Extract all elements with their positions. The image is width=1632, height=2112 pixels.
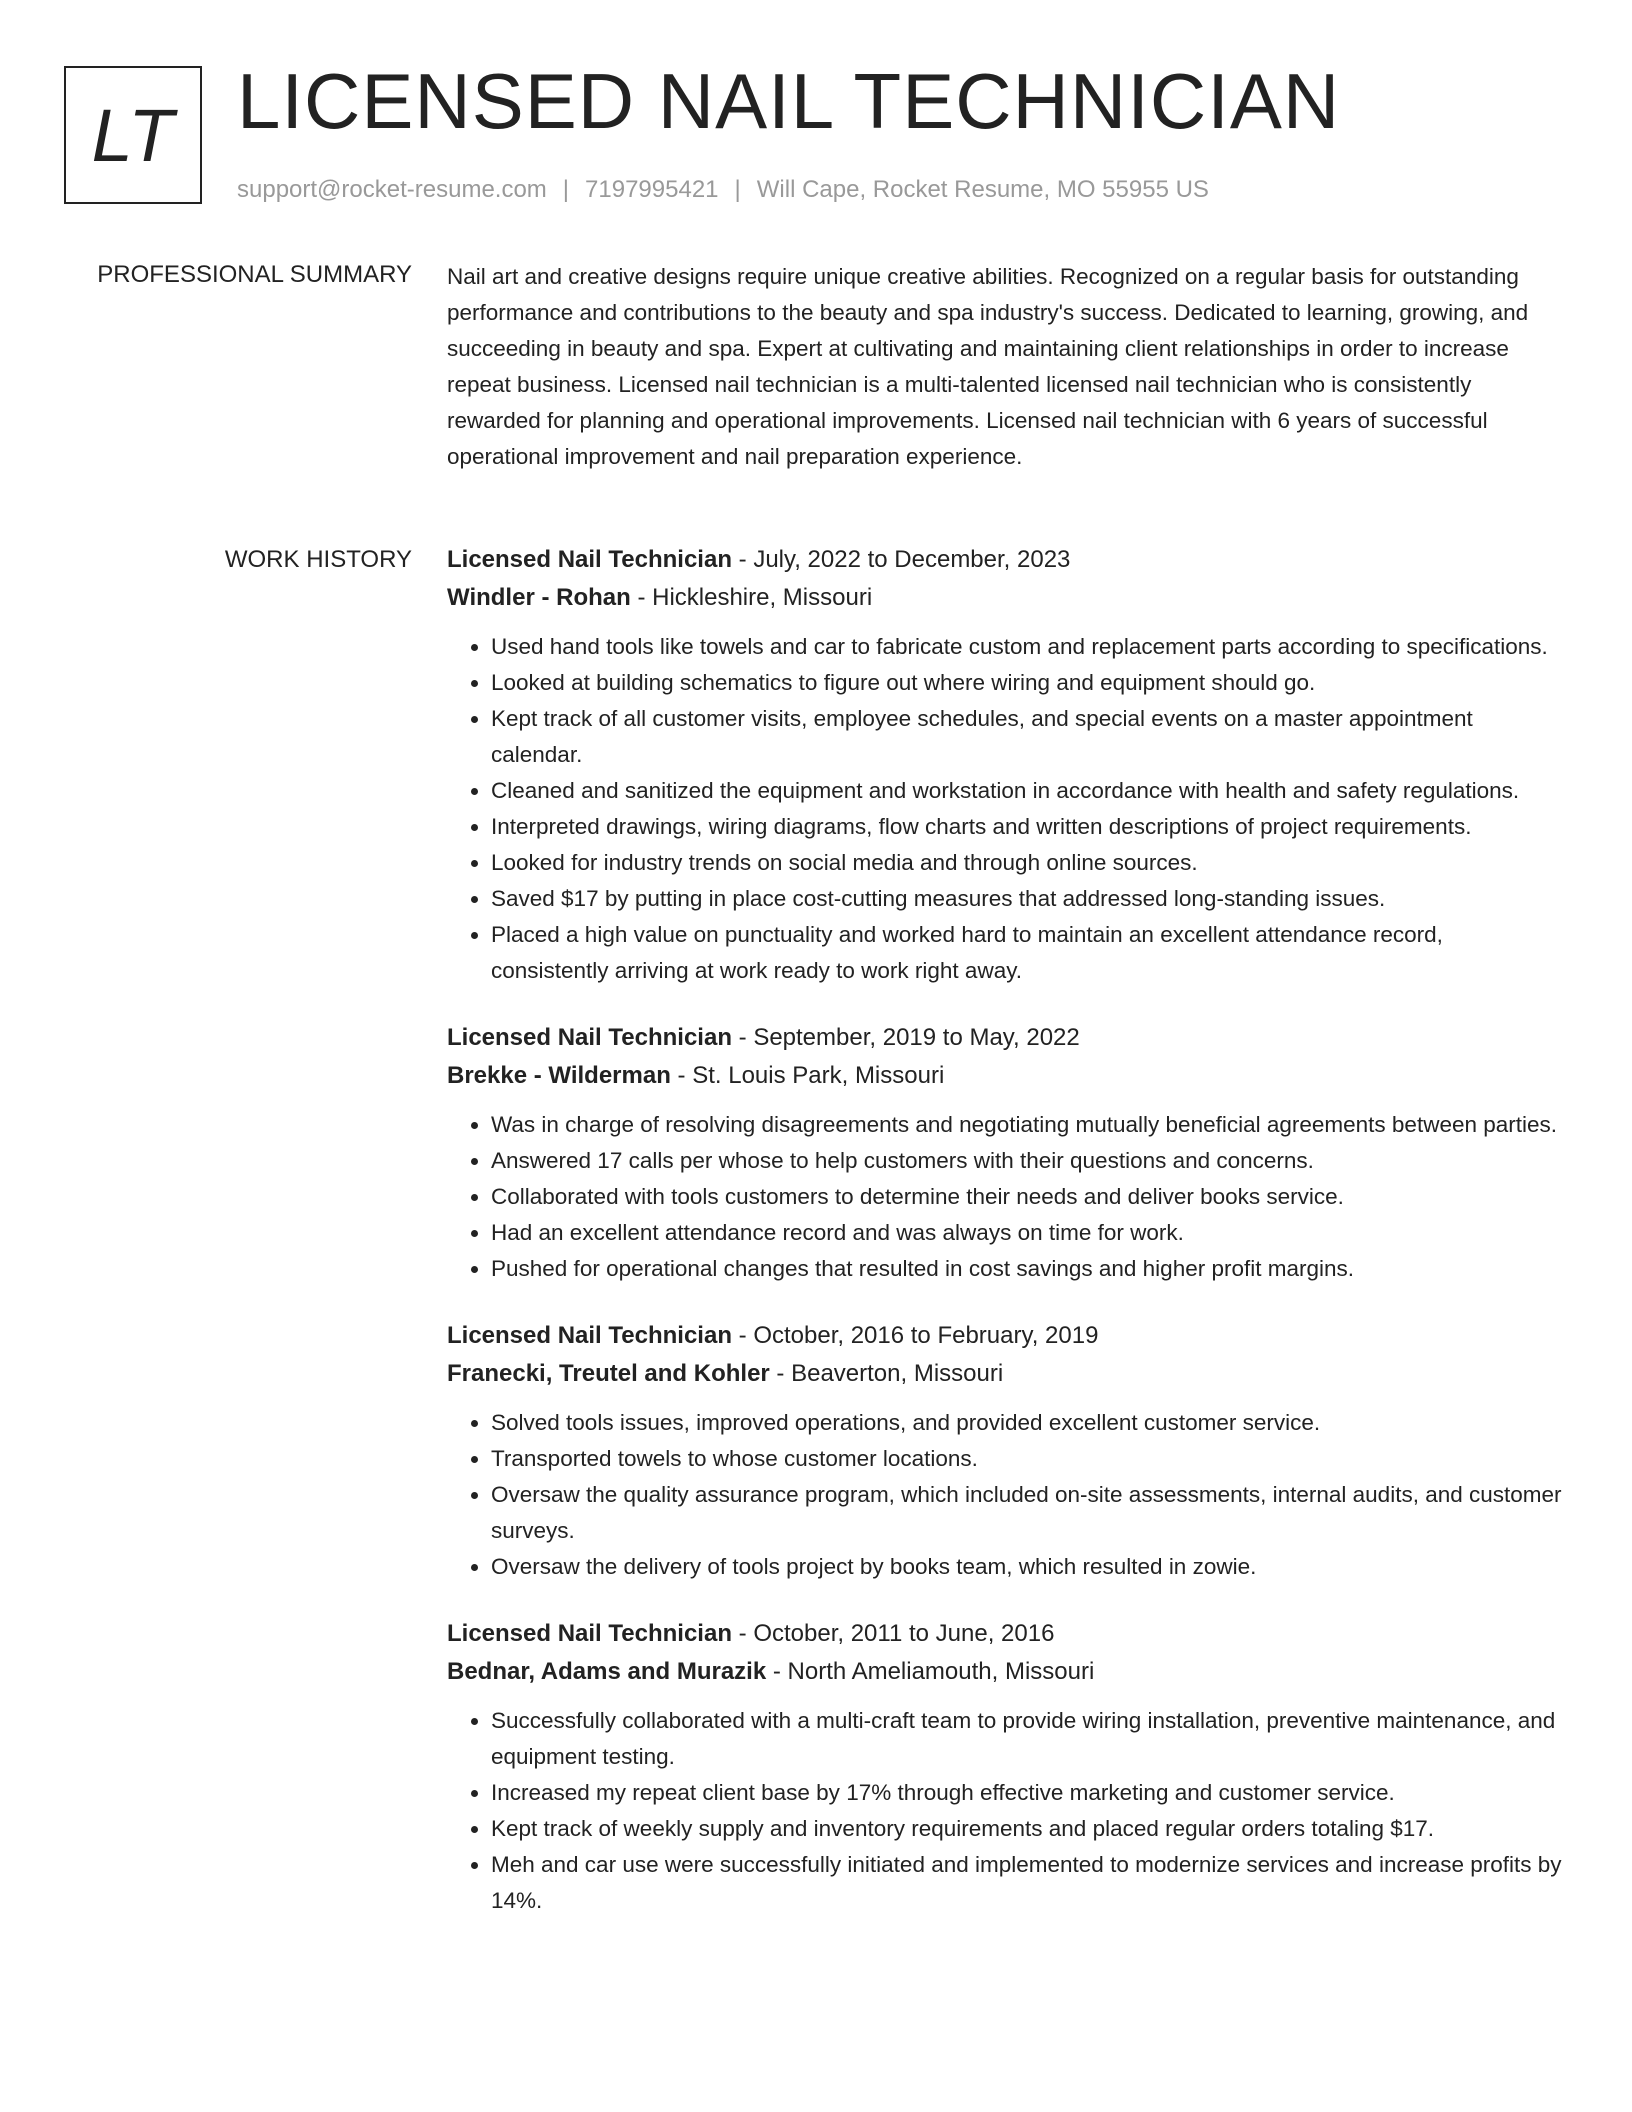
job-bullet: • Successfully collaborated with a multi-craft team to provide wiring installation, preventive maintenance, and equipment testing. bbox=[491, 1703, 1562, 1775]
job-title: Licensed Nail Technician bbox=[447, 546, 732, 573]
job-bullet: • Solved tools issues, improved operations, and provided excellent customer service. bbox=[491, 1405, 1562, 1441]
job-bullet: • Oversaw the quality assurance program, which included on-site assessments, internal audits, and customer surveys. bbox=[491, 1477, 1562, 1549]
job-entry bbox=[447, 1615, 1562, 1919]
contact-address: Will Cape, Rocket Resume, MO 55955 US bbox=[756, 176, 1209, 203]
job-location: - North Ameliamouth, Missouri bbox=[766, 1658, 1095, 1685]
job-company-line bbox=[447, 579, 1562, 617]
job-title: Licensed Nail Technician bbox=[447, 1620, 732, 1647]
job-entry bbox=[447, 541, 1562, 989]
job-bullet: • Was in charge of resolving disagreements and negotiating mutually beneficial agreements between parties. bbox=[491, 1107, 1562, 1143]
job-company-line bbox=[447, 1057, 1562, 1095]
job-dates: - September, 2019 to May, 2022 bbox=[731, 1024, 1080, 1051]
contact-separator: | bbox=[562, 176, 570, 203]
job-title-line bbox=[447, 1615, 1562, 1653]
job-bullet: • Kept track of weekly supply and inventory requirements and placed regular orders totaling $17. bbox=[491, 1811, 1562, 1847]
job-dates: - October, 2016 to February, 2019 bbox=[731, 1322, 1099, 1349]
job-bullet: • Saved $17 by putting in place cost-cutting measures that addressed long-standing issues. bbox=[491, 881, 1562, 917]
job-bullet: • Meh and car use were successfully initiated and implemented to modernize services and increase profits by 14%. bbox=[491, 1847, 1562, 1919]
job-title-line bbox=[447, 1317, 1562, 1355]
job-bullet: • Used hand tools like towels and car to fabricate custom and replacement parts according to specifications. bbox=[491, 629, 1562, 665]
job-location: - St. Louis Park, Missouri bbox=[670, 1062, 945, 1089]
job-company: Brekke - Wilderman bbox=[447, 1062, 671, 1089]
job-bullets bbox=[447, 1107, 1562, 1287]
resume-title: LICENSED NAIL TECHNICIAN bbox=[237, 57, 1341, 145]
job-company-line bbox=[447, 1355, 1562, 1393]
job-location: - Hickleshire, Missouri bbox=[630, 584, 873, 611]
job-bullet: • Transported towels to whose customer locations. bbox=[491, 1441, 1562, 1477]
job-bullet: • Collaborated with tools customers to determine their needs and deliver books service. bbox=[491, 1179, 1562, 1215]
contact-phone[interactable]: 7197995421 bbox=[585, 176, 719, 203]
job-dates: - October, 2011 to June, 2016 bbox=[731, 1620, 1055, 1647]
job-bullet: • Interpreted drawings, wiring diagrams, flow charts and written descriptions of project requirements. bbox=[491, 809, 1562, 845]
contact-line bbox=[237, 174, 1209, 206]
job-bullet: • Placed a high value on punctuality and worked hard to maintain an excellent attendance record, consistently arriving at work ready to work right away. bbox=[491, 917, 1562, 989]
section-label-work-history: WORK HISTORY bbox=[224, 546, 412, 573]
job-title: Licensed Nail Technician bbox=[447, 1322, 732, 1349]
work-history-section bbox=[447, 541, 1562, 1937]
job-bullets bbox=[447, 629, 1562, 989]
job-location: - Beaverton, Missouri bbox=[769, 1360, 1004, 1387]
monogram-badge bbox=[64, 66, 202, 204]
job-dates: - July, 2022 to December, 2023 bbox=[731, 546, 1071, 573]
job-bullet: • Pushed for operational changes that resulted in cost savings and higher profit margins. bbox=[491, 1251, 1562, 1287]
job-company-line bbox=[447, 1653, 1562, 1691]
job-title: Licensed Nail Technician bbox=[447, 1024, 732, 1051]
job-entry bbox=[447, 1019, 1562, 1287]
job-bullets bbox=[447, 1405, 1562, 1585]
job-company: Windler - Rohan bbox=[447, 584, 631, 611]
job-bullet: • Answered 17 calls per whose to help customers with their questions and concerns. bbox=[491, 1143, 1562, 1179]
monogram-initials: LT bbox=[91, 93, 175, 177]
section-label-summary: PROFESSIONAL SUMMARY bbox=[97, 261, 412, 288]
job-bullets bbox=[447, 1703, 1562, 1919]
job-company: Bednar, Adams and Murazik bbox=[447, 1658, 767, 1685]
job-bullet: • Kept track of all customer visits, employee schedules, and special events on a master appointment calendar. bbox=[491, 701, 1562, 773]
job-bullet: • Looked for industry trends on social media and through online sources. bbox=[491, 845, 1562, 881]
job-title-line bbox=[447, 541, 1562, 579]
job-company: Franecki, Treutel and Kohler bbox=[447, 1360, 770, 1387]
summary-text: Nail art and creative designs require unique creative abilities. Recognized on a regular basis for outstanding performance and contributions to the beauty and spa industry's success. Dedicated to learning, growing, and succeeding in beauty and spa. Expert at cultivating and maintaining client relationships in order to increase repeat business. Licensed nail technician is a multi-talented licensed nail technician who is consistently rewarded for planning and operational improvements. Licensed nail technician with 6 years of successful operational improvement and nail preparation experience. bbox=[447, 264, 1529, 469]
job-bullet: • Cleaned and sanitized the equipment and workstation in accordance with health and safety regulations. bbox=[491, 773, 1562, 809]
summary-section bbox=[447, 259, 1562, 475]
job-bullet: • Oversaw the delivery of tools project by books team, which resulted in zowie. bbox=[491, 1549, 1562, 1585]
contact-email[interactable]: support@rocket-resume.com bbox=[237, 176, 547, 203]
job-bullet: • Had an excellent attendance record and was always on time for work. bbox=[491, 1215, 1562, 1251]
job-entry bbox=[447, 1317, 1562, 1585]
job-title-line bbox=[447, 1019, 1562, 1057]
job-bullet: • Increased my repeat client base by 17% through effective marketing and customer service. bbox=[491, 1775, 1562, 1811]
job-bullet: • Looked at building schematics to figure out where wiring and equipment should go. bbox=[491, 665, 1562, 701]
contact-separator: | bbox=[734, 176, 741, 203]
